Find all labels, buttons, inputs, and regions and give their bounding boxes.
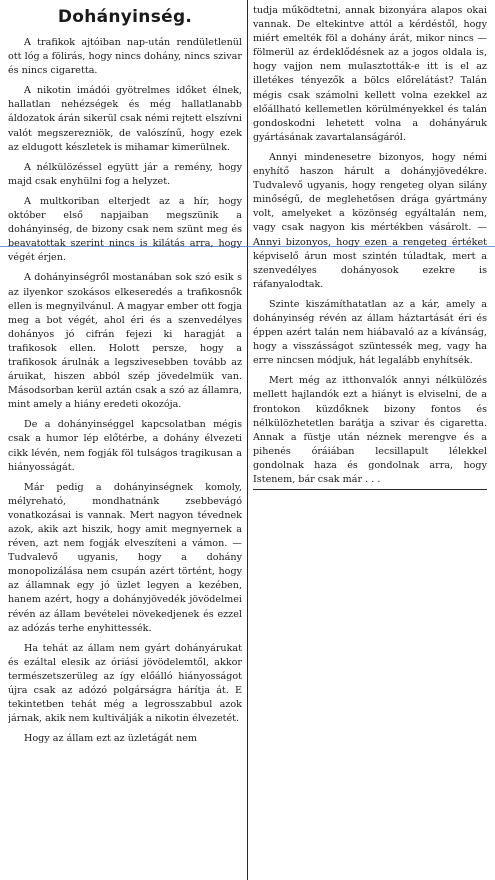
paragraph: Mert még az itthonvalók annyi nélkülözés mellett hajlandók ezt a hiányt is elviselni, de a frontokon küzdőknek bizony fontos és nélkülözhetetlen barátja a szivar és cigaretta. Annak a füstje után néznek merengve és a pihenés óráiában lecsillapult lélekkel gondolnak haza és gondolnak arra, hogy Istenem, bár csak már . . . xyxy=(253,375,487,485)
paragraph: Szinte kiszámíthatatlan az a kár, amely a dohányinség révén az állam háztartását éri és éppen azért talán nem hiábavaló az a kívánság, hogy a visszásságot szüntessék meg, vagy ha erre nincsen módjuk, hát legalább enyhítsék. xyxy=(253,298,487,367)
column-divider xyxy=(247,0,248,880)
paragraph: Annyi mindenesetre bizonyos, hogy némi enyhítő haszon hárult a dohányjövedékre. Tudvalevő ugyanis, hogy rengeteg olyan silány minőségű, de meglehetősen drága gyártmány volt, amelyeket a közönség egyáltalán nem, vagy csak nagyon kis mértékben vásárolt. — Annyi bizonyos, hogy ezen a rengeteg értéket képviselő árun most szintén túladtak, mert a szenvedélyes dohányosok ezekre is ráfanyalodtak. xyxy=(253,151,487,290)
paragraph: A dohányinségről mostanában sok szó esik s az ilyenkor szokásos elkeseredés a trafikosnők ellen is megnyilvánul. A magyar ember ott fogja meg a bot végét, ahol éri és a szenvedélyes dohányos jó cifrán fejezi ki haragját a trafikosok ellen. Holott persze, hogy a trafikosok árulnák a legszivesebben tovább az áruikat, hiszen abból szép jövedelmük van. Másodsorban kerül aztán csak a szó az államra, mint amely a hiány eredeti okozója. xyxy=(8,272,242,411)
paragraph: A multkoriban elterjedt az a hír, hogy október első napjaiban megszünik a dohányinség, de bizony csak nem szünt meg és beavatottak szerint nincs is kilátás arra, hogy végét érjen. xyxy=(8,195,242,264)
article-title: Dohányinség. xyxy=(57,7,193,27)
paragraph: De a dohányinséggel kapcsolatban mégis csak a humor lép előtérbe, a dohány élvezeti cikk lévén, nem fogják föl tulságos tragikusan a hiányosságát. xyxy=(8,419,242,473)
paragraph: A nélkülözéssel együtt jár a remény, hogy majd csak enyhülni fog a helyzet. xyxy=(8,161,242,187)
paragraph: Már pedig a dohányinségnek komoly, mélyreható, mondhatnánk zsebbevágó vonatkozásai is vannak. Mert nagyon tévednek azok, akik azt hiszik, hogy amit megnyernek a réven, azt nem fogják elveszíteni a vámon. — Tudvalevő ugyanis, hogy a dohány monopolizálása nem csupán azért történt, hogy az államnak egy jó üzlet legyen a kezében, hanem azért, hogy a dohányjövedék jövödelmei révén az állam bevételei növekedjenek és ezzel az adózás terhe enyhittessék. xyxy=(8,481,242,634)
article-end-rule xyxy=(253,489,487,490)
right-column xyxy=(253,4,487,874)
paragraph-continued: tudja működtetni, annak bizonyára alapos okai vannak. De eltekintve attól a kérdéstől, hogy miért emelték föl a dohány árát, mikor nincs — fölmerül az érdeklődésnek az a jogos oldala is, hogy vajjon nem mulasztották-e itt is el az illetékes tényezők a bölcs előrelátást? Talán mégis csak számolni kellett volna ezekkel az előállható kellemetlen körülményekkel és talán gondoskodni lehetett volna a dohányáruk gyártásának zavartalanságáról. xyxy=(253,5,487,143)
paragraph: A nikotin imádói gyötrelmes időket élnek, hallatlan nehézségek és még hallatlanabb áldozatok árán sikerül csak némi rejtett elszívni valót megszerezniök, de valószínű, hogy ezek az eldugott készletek is mihamar kimerülnek. xyxy=(8,85,242,153)
left-column xyxy=(8,4,242,874)
paragraph: Ha tehát az állam nem gyárt dohányárukat és ezáltal elesik az óriási jövödelemtől, akkor természetszerüleg az így előálló hiányosságot újra csak az adózó polgárságra hárítja át. E tekintetben tehát még a legrosszabbul azok járnak, akik nem kultiválják a nikotin élvezetét. xyxy=(8,642,242,725)
paragraph: A trafikok ajtóiban nap-után rendületlenül ott lóg a fölirás, hogy nincs dohány, nincs szivar és nincs cigaretta. xyxy=(8,37,242,77)
paragraph: Hogy az állam ezt az üzletágát nem xyxy=(24,733,198,745)
